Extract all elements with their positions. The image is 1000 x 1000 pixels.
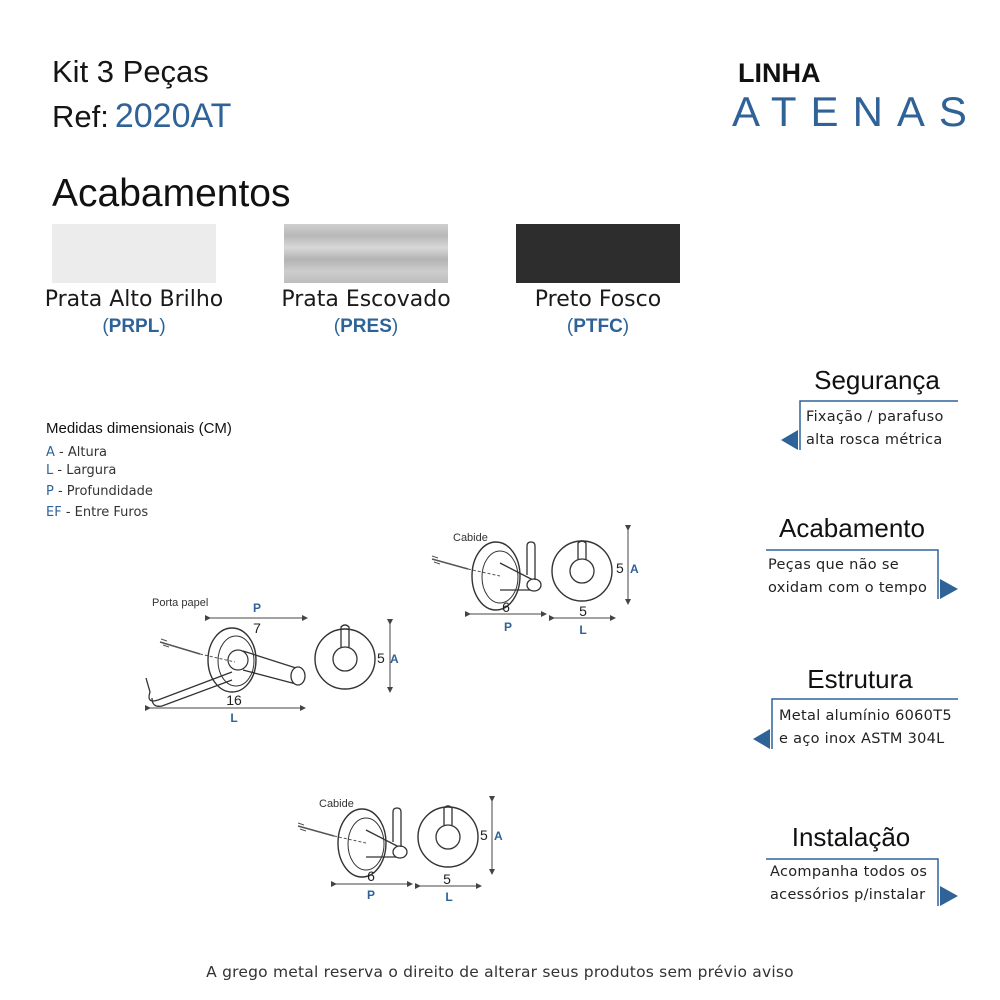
- finish-code: (PRPL): [102, 316, 166, 337]
- rosette: [472, 542, 520, 610]
- arrow-left-icon: [753, 729, 770, 749]
- drawing-label: Cabide: [319, 798, 354, 810]
- svg-text:A: A: [630, 562, 639, 576]
- svg-text:L: L: [230, 711, 238, 725]
- svg-text:6: 6: [367, 868, 375, 884]
- screw-icon: [298, 826, 334, 836]
- legend-item: P - Profundidade: [46, 484, 153, 499]
- svg-text:5: 5: [579, 603, 587, 619]
- ref-code: 2020AT: [114, 97, 232, 135]
- svg-text:P: P: [503, 620, 513, 634]
- svg-text:7: 7: [253, 620, 261, 636]
- screw-icon: [160, 642, 200, 654]
- finish-name: Prata Alto Brilho: [44, 287, 224, 312]
- legend-item: EF - Entre Furos: [46, 505, 149, 520]
- svg-text:A: A: [494, 829, 503, 843]
- finish-code: (PRES): [333, 316, 399, 337]
- porta-papel-drawing: [146, 597, 399, 725]
- feature-text-seguranca: Fixação / parafuso alta rosca métrica: [806, 409, 944, 448]
- front-rosette: [315, 629, 375, 689]
- feature-text-estrutura: Metal alumínio 6060T5 e aço inox ASTM 304L: [779, 708, 952, 747]
- svg-text:16: 16: [226, 692, 242, 708]
- rosette: [338, 809, 386, 877]
- feature-title-instalacao: Instalação: [791, 822, 911, 852]
- ref-label: Ref:: [52, 99, 109, 134]
- finish-code: (PTFC): [566, 316, 630, 337]
- line-label: LINHA: [738, 58, 821, 88]
- feature-title-seguranca: Segurança: [814, 365, 940, 395]
- front-rosette: [552, 541, 612, 601]
- svg-text:5: 5: [443, 871, 451, 887]
- svg-text:5: 5: [616, 560, 624, 576]
- finish-name: Prata Escovado: [281, 287, 451, 312]
- svg-text:P: P: [252, 601, 262, 615]
- svg-text:L: L: [579, 623, 587, 637]
- drawing-label: Cabide: [453, 532, 488, 544]
- finish-name: Preto Fosco: [534, 287, 662, 312]
- arrow-right-icon: [940, 886, 958, 906]
- measures-title: Medidas dimensionais (CM): [46, 420, 232, 437]
- cabide-top-drawing: [432, 528, 639, 637]
- feature-text-acabamento: Peças que não se oxidam com o tempo: [768, 557, 928, 596]
- svg-text:P: P: [366, 888, 376, 902]
- feature-text-instalacao: Acompanha todos os acessórios p/instalar: [770, 864, 928, 903]
- kit-title: Kit 3 Peças: [52, 54, 209, 89]
- legend-item: A - Altura: [46, 445, 108, 460]
- cabide-bottom-drawing: [298, 798, 503, 904]
- footer-disclaimer: A grego metal reserva o direito de alterar seus produtos sem prévio aviso: [206, 963, 794, 981]
- screw-icon: [432, 559, 468, 569]
- svg-text:6: 6: [502, 599, 510, 615]
- rosette: [208, 628, 256, 692]
- feature-title-estrutura: Estrutura: [807, 664, 913, 694]
- arrow-right-icon: [940, 579, 958, 599]
- feature-title-acabamento: Acabamento: [779, 513, 925, 543]
- finishes-title: Acabamentos: [52, 172, 291, 215]
- drawing-label: Porta papel: [152, 597, 209, 609]
- front-rosette: [418, 807, 478, 867]
- svg-text:A: A: [390, 652, 399, 666]
- line-name: ATENAS: [732, 88, 981, 135]
- legend-item: L - Largura: [46, 463, 117, 478]
- svg-text:5: 5: [480, 827, 488, 843]
- svg-text:L: L: [445, 890, 453, 904]
- arrow-left-icon: [781, 430, 798, 450]
- svg-text:5: 5: [377, 650, 385, 666]
